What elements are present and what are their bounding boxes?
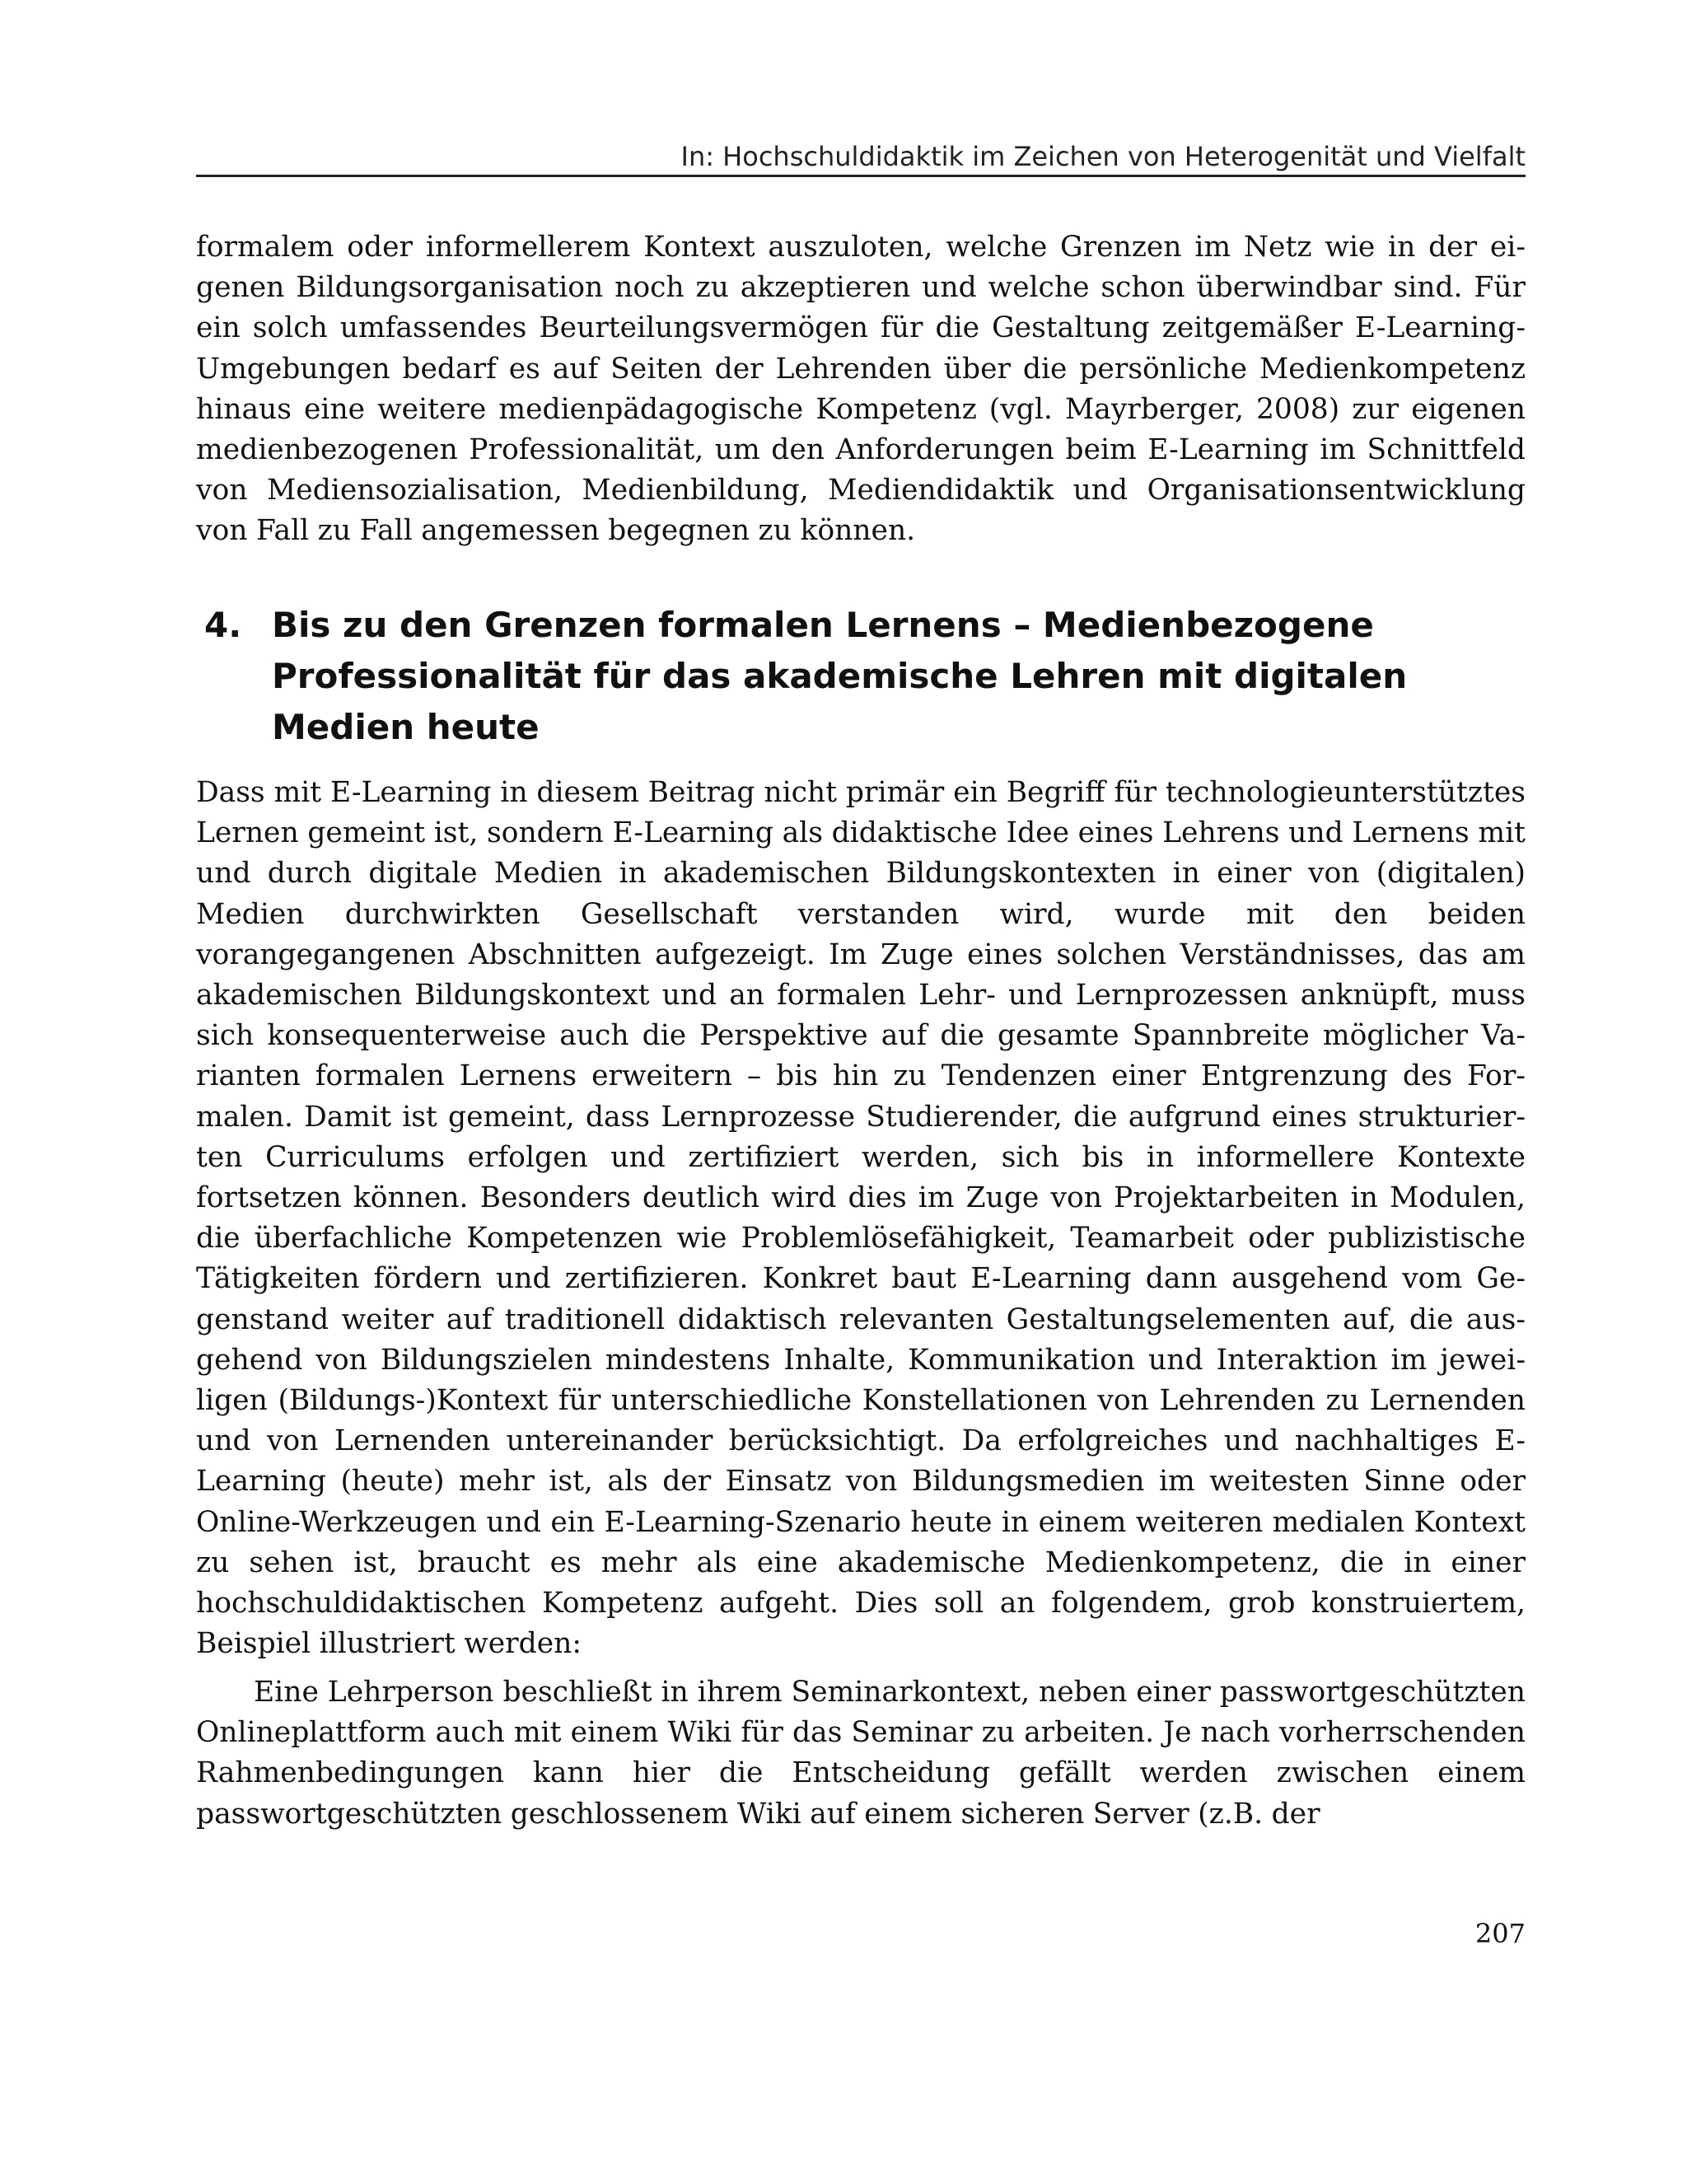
paragraph-main: Dass mit E-Learning in diesem Beitrag nicht primär ein Begriff für technologieunterstütztes Lernen gemeint ist, sondern E-Learning als didaktische Idee eines Lehrens und Lernens mit und durch digitale Medien in akademischen Bildungskontexten in einer von (digitalen) Medien durchwirkten Gesellschaft verstanden wird, wurde mit den beiden vorangegangenen Abschnitten aufgezeigt. Im Zuge eines solchen Verständnisses, das am akademischen Bildungskontext und an formalen Lehr- und Lernprozessen anknüpft, muss sich konsequenterweise auch die Perspektive auf die gesamte Spannbreite möglicher Varianten formalen Lernens erweitern – bis hin zu Tendenzen einer Entgrenzung des Formalen. Damit ist gemeint, dass Lernprozesse Studierender, die aufgrund eines strukturierten Curriculums erfolgen und zertifiziert werden, sich bis in informellere Kontexte fortsetzen können. Besonders deutlich wird dies im Zuge von Projektarbeiten in Modulen, die überfachliche Kompetenzen wie Problemlösefähigkeit, Teamarbeit oder publizistische Tätigkeiten fördern und zertifizieren. Konkret baut E-Learning dann ausgehend vom Gegenstand weiter auf traditionell didaktisch relevanten Gestaltungselementen auf, die ausgehend von Bildungszielen mindestens Inhalte, Kommunikation und Interaktion im jeweiligen (Bildungs-)Kontext für unterschiedliche Konstellationen von Lehrenden zu Lernenden und von Lernenden untereinander berücksichtigt. Da erfolgreiches und nachhaltiges E-Learning (heute) mehr ist, als der Einsatz von Bildungsmedien im weitesten Sinne oder Online-Werkzeugen und ein E-Learning-Szenario heute in einem weiteren medialen Kontext zu sehen ist, braucht es mehr als eine akademische Medienkompetenz, die in einer hochschuldidaktischen Kompetenz aufgeht. Dies soll an folgendem, grob konstruiertem, Beispiel illustriert werden: <box>196 776 1526 1661</box>
page-number: 207 <box>1474 1918 1526 1949</box>
section-title: Bis zu den Grenzen formalen Lernens – Medienbezogene Professionalität für das akademische Lehren mit digitalen Medien heute <box>272 605 1408 747</box>
header-rule <box>196 175 1526 177</box>
section-number: 4. <box>204 605 242 645</box>
section-heading <box>196 600 1526 753</box>
paragraph-example: Eine Lehrperson beschließt in ihrem Seminarkontext, neben einer passwortgeschützten Onlineplattform auch mit einem Wiki für das Seminar zu arbeiten. Je nach vorherrschenden Rahmenbedingungen kann hier die Entscheidung gefällt werden zwischen einem passwortgeschützten geschlossenem Wiki auf einem sicheren Server (z.B. der <box>196 1676 1526 1831</box>
running-header: In: Hochschuldidaktik im Zeichen von Heterogenität und Vielfalt <box>680 141 1526 172</box>
paragraph-intro: formalem oder informellerem Kontext auszuloten, welche Grenzen im Netz wie in der eigenen Bildungsorganisation noch zu akzeptieren und welche schon überwindbar sind. Für ein solch umfassendes Beurteilungsvermögen für die Gestaltung zeitgemäßer E-Learning-Umgebungen bedarf es auf Seiten der Lehrenden über die persönliche Medienkompetenz hinaus eine weitere medienpädagogische Kompetenz (vgl. Mayrberger, 2008) zur eigenen medienbezogenen Professionalität, um den Anforderungen beim E-Learning im Schnittfeld von Mediensozialisation, Medienbildung, Mediendidaktik und Organisationsentwicklung von Fall zu Fall angemessen begegnen zu können. <box>196 231 1526 548</box>
